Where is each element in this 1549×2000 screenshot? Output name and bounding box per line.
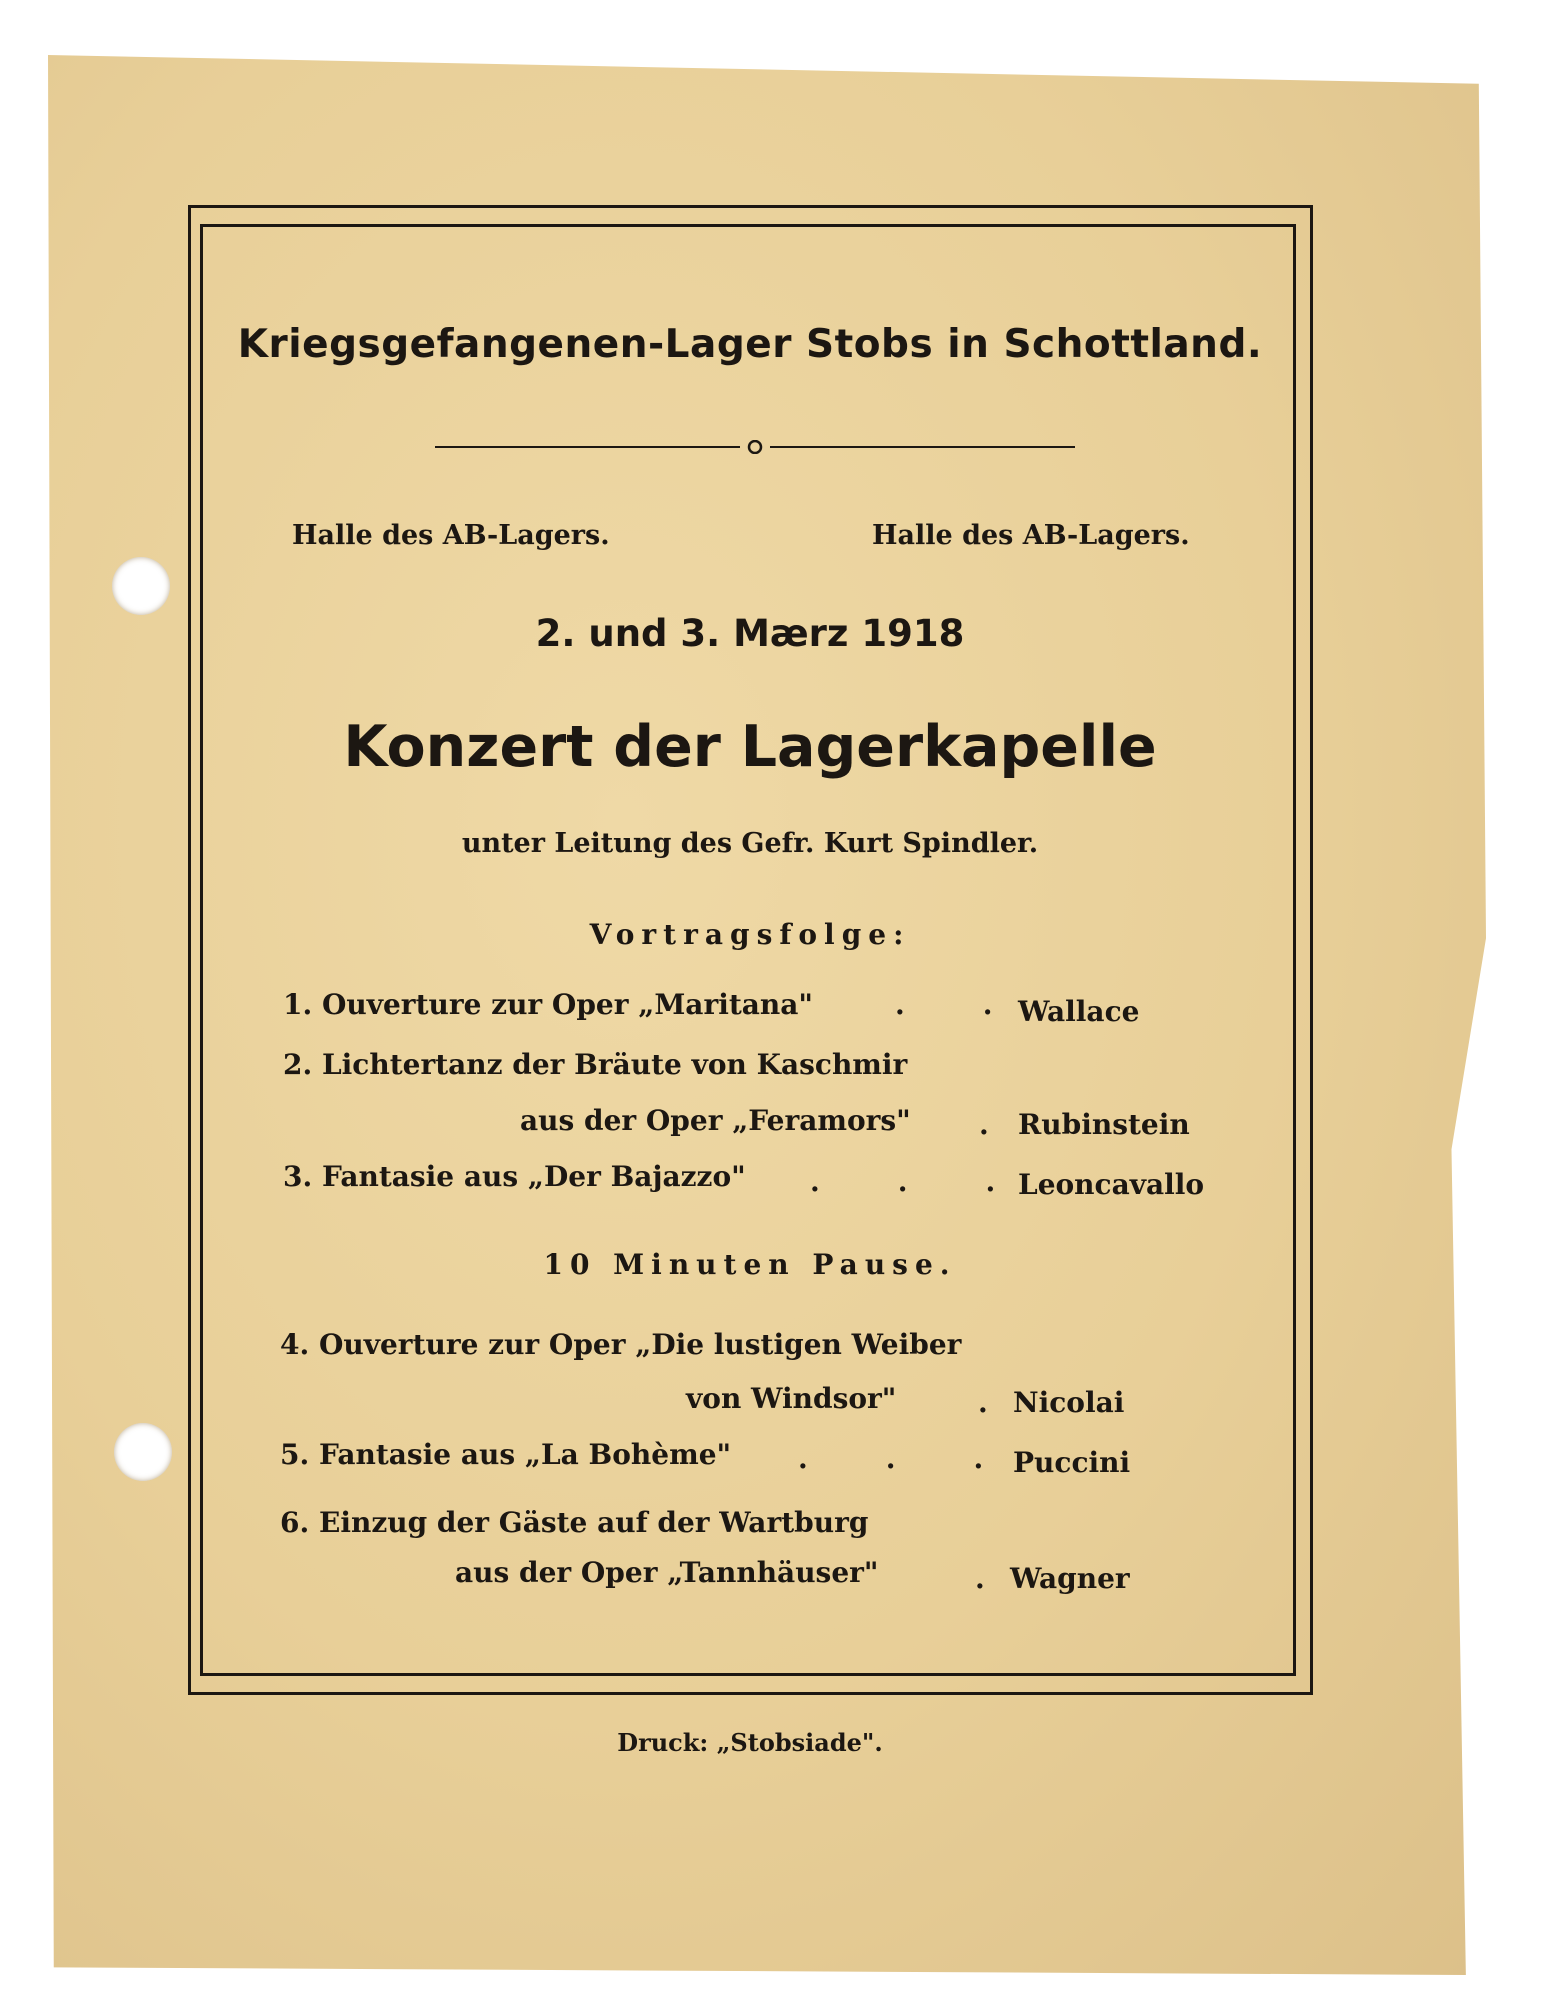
program-item-3-composer: Leoncavallo (1018, 1168, 1205, 1201)
concert-date: 2. und 3. Mærz 1918 (535, 612, 965, 655)
punch-hole-bottom (114, 1423, 172, 1481)
program-item-4-composer: Nicolai (1013, 1386, 1125, 1419)
program-heading: Vortragsfolge: (589, 918, 911, 951)
leader-dots: . . . (810, 1165, 996, 1198)
program-item-4-subtitle: von Windsor" (686, 1382, 897, 1415)
punch-hole-top (112, 557, 170, 615)
program-item-2-subtitle: aus der Oper „Feramors" (520, 1104, 911, 1137)
program-item-6-composer: Wagner (1010, 1562, 1130, 1595)
leader-dots: . (979, 1108, 989, 1141)
program-item-4-title: 4. Ouverture zur Oper „Die lustigen Weiber (280, 1328, 962, 1361)
leader-dots: . . . (798, 1442, 984, 1475)
ornament-divider (435, 440, 1075, 454)
leader-dots: . (978, 1386, 988, 1419)
program-item-6-title: 6. Einzug der Gäste auf der Wartburg (280, 1506, 869, 1539)
program-item-3-title: 3. Fantasie aus „Der Bajazzo" (283, 1160, 746, 1193)
leader-dots: . (975, 1562, 985, 1595)
conductor-line: unter Leitung des Gefr. Kurt Spindler. (461, 828, 1039, 859)
program-item-1-composer: Wallace (1018, 995, 1140, 1028)
venue-left: Halle des AB-Lagers. (292, 520, 610, 551)
program-item-5-composer: Puccini (1013, 1446, 1131, 1479)
leader-dots: . . (895, 988, 993, 1021)
concert-title: Konzert der Lagerkapelle (343, 714, 1157, 780)
printer-credit: Druck: „Stobsiade". (617, 1728, 883, 1757)
intermission: 10 Minuten Pause. (543, 1248, 957, 1281)
camp-title: Kriegsgefangenen-Lager Stobs in Schottland. (237, 322, 1263, 367)
venue-right: Halle des AB-Lagers. (872, 520, 1190, 551)
program-item-2-title: 2. Lichtertanz der Bräute von Kaschmir (283, 1048, 908, 1081)
program-item-2-composer: Rubinstein (1018, 1108, 1190, 1141)
program-item-1-title: 1. Ouverture zur Oper „Maritana" (283, 988, 814, 1021)
program-item-5-title: 5. Fantasie aus „La Bohème" (280, 1438, 732, 1471)
program-item-6-subtitle: aus der Oper „Tannhäuser" (455, 1556, 879, 1589)
